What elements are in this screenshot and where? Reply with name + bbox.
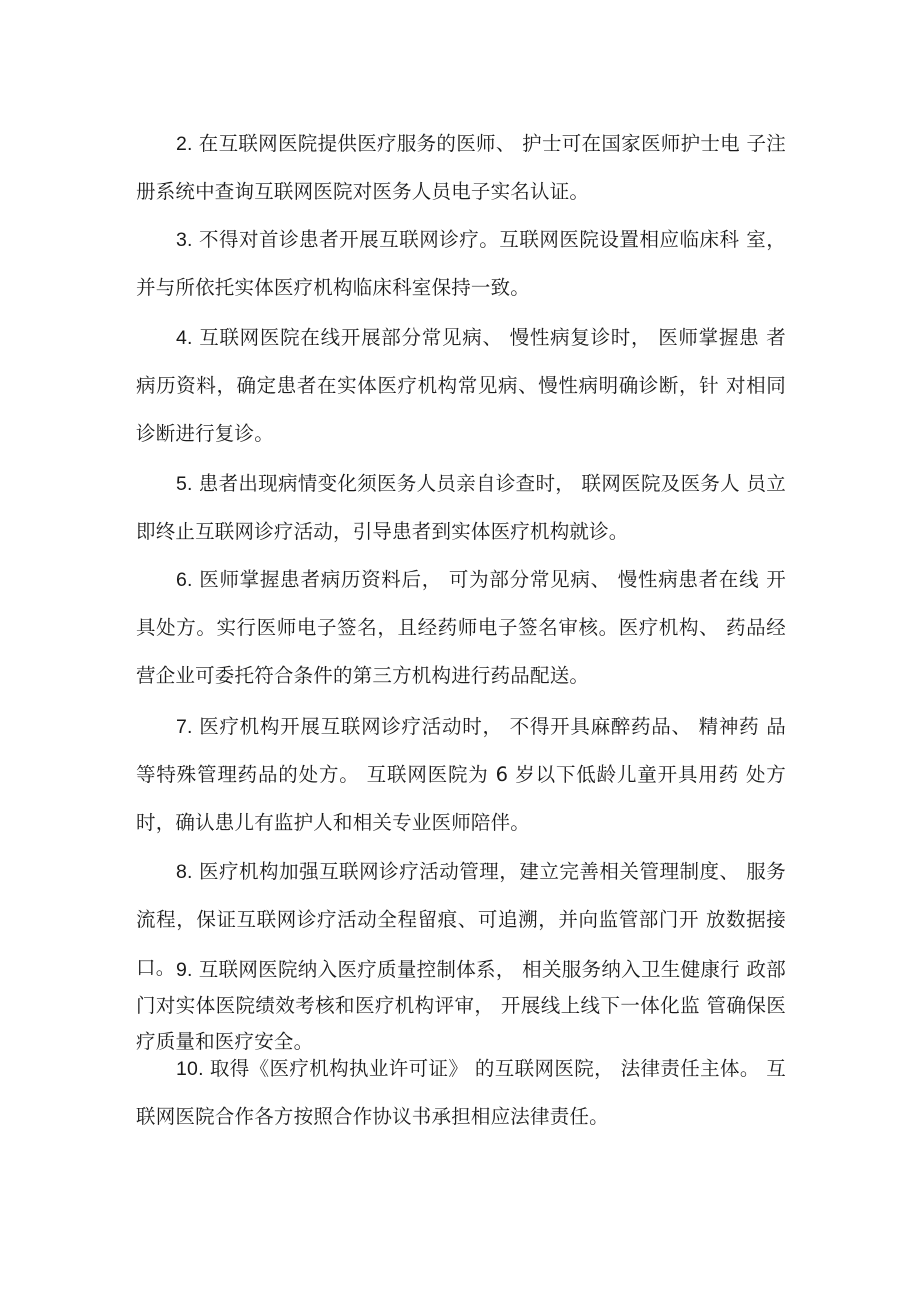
paragraph-text: 医师掌握患者病历资料后， 可为部分常见病、 慢性病患者在线 开具处方。实行医师电子签名，且经药师电子签名审核。医疗机构、 药品经营企业可委托符合条件的第三方机构进行药品配送。 [136, 568, 786, 687]
paragraph-number: 6. [176, 569, 193, 591]
paragraph-number: 8. [176, 861, 193, 883]
paragraph-text: 不得对首诊患者开展互联网诊疗。互联网医院设置相应临床科 室，并与所依托实体医疗机构临床科室保持一致。 [136, 228, 786, 299]
paragraph-10 [136, 1045, 786, 1141]
paragraph-6 [136, 556, 786, 700]
paragraph-4 [136, 314, 786, 458]
paragraph-number: 2. [176, 133, 193, 155]
paragraph-number: 7. [176, 716, 193, 738]
paragraph-number: 5. [176, 473, 193, 495]
paragraph-5 [136, 460, 786, 556]
paragraph-number: 3. [176, 229, 193, 251]
paragraph-9 [136, 952, 786, 1060]
paragraph-text: 在互联网医院提供医疗服务的医师、 护士可在国家医师护士电 子注册系统中查询互联网医院对医务人员电子实名认证。 [136, 132, 786, 203]
paragraph-3 [136, 216, 786, 312]
paragraph-text: 患者出现病情变化须医务人员亲自诊查时， 联网医院及医务人 员立即终止互联网诊疗活动，引导患者到实体医疗机构就诊。 [136, 472, 786, 543]
paragraph-2 [136, 120, 786, 216]
paragraph-7 [136, 703, 786, 847]
paragraph-text: 医疗机构开展互联网诊疗活动时， 不得开具麻醉药品、 精神药 品等特殊管理药品的处方。 互联网医院为 6 岁以下低龄儿童开具用药 处方时，确认患儿有监护人和相关专业医师陪伴。 [136, 715, 786, 834]
paragraph-text: 互联网医院在线开展部分常见病、 慢性病复诊时， 医师掌握患 者病历资料，确定患者在实体医疗机构常见病、慢性病明确诊断，针 对相同诊断进行复诊。 [136, 326, 786, 445]
paragraph-text: 取得《医疗机构执业许可证》 的互联网医院， 法律责任主体。 互联网医院合作各方按照合作协议书承担相应法律责任。 [136, 1057, 786, 1128]
paragraph-number: 4. [176, 327, 193, 349]
paragraph-number: 9. [176, 959, 193, 981]
paragraph-text: 互联网医院纳入医疗质量控制体系， 相关服务纳入卫生健康行 政部门对实体医院绩效考核和医疗机构评审， 开展线上线下一体化监 管确保医疗质量和医疗安全。 [136, 958, 786, 1053]
paragraph-text: 医疗机构加强互联网诊疗活动管理，建立完善相关管理制度、 服务流程，保证互联网诊疗活动全程留痕、可追溯，并向监管部门开 放数据接口。 [136, 860, 786, 979]
paragraph-number: 10. [176, 1058, 204, 1080]
